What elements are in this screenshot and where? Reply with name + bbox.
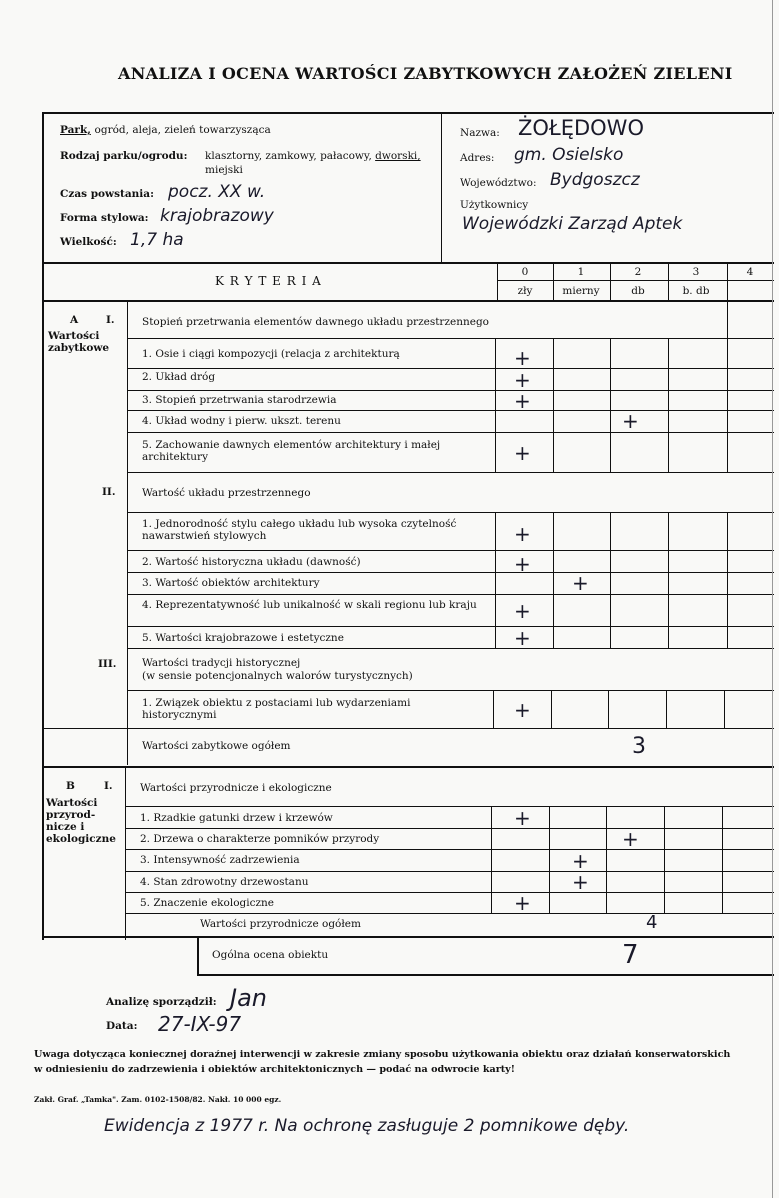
sectionB-letter: B bbox=[66, 780, 75, 792]
sectionA-i-title: Stopień przetrwania elementów dawnego układu przestrzennego bbox=[142, 316, 489, 328]
score-mark: + bbox=[514, 599, 531, 623]
czas-value: pocz. XX w. bbox=[168, 182, 266, 202]
nazwa-value: ŻOŁĘDOWO bbox=[518, 116, 644, 140]
sectionA-inner-border bbox=[127, 300, 128, 765]
col-num-0: 0 bbox=[521, 266, 529, 278]
col-name-3: b. db bbox=[682, 285, 710, 297]
row-line bbox=[125, 892, 774, 893]
uzytkownicy-value: Wojewódzki Zarząd Aptek bbox=[462, 214, 683, 234]
sectionA-name-1: Wartości bbox=[48, 330, 100, 342]
data-value: 27-IX-97 bbox=[158, 1012, 242, 1036]
sectionA-roman-ii: II. bbox=[102, 486, 116, 498]
row-line bbox=[127, 410, 774, 411]
sectionB-name-1: Wartości bbox=[46, 797, 98, 809]
score-mark: + bbox=[514, 346, 531, 370]
col-line bbox=[495, 512, 496, 648]
col-line bbox=[553, 338, 554, 472]
col-line bbox=[610, 512, 611, 648]
sectionA-i-right bbox=[727, 300, 728, 338]
row-line bbox=[127, 368, 774, 369]
B-I-item-1: 1. Rzadkie gatunki drzew i krzewów bbox=[140, 812, 333, 824]
forma-value: krajobrazowy bbox=[160, 206, 274, 226]
rodzaj-selected: dworski, bbox=[375, 150, 421, 162]
wojewodztwo-value: Bydgoszcz bbox=[550, 170, 640, 190]
B-I-item-2: 2. Drzewa o charakterze pomników przyrody bbox=[140, 833, 380, 845]
col-name-2: db bbox=[631, 285, 645, 297]
A-I-item-2: 2. Układ dróg bbox=[142, 371, 216, 383]
sectionA-name-2: zabytkowe bbox=[48, 342, 110, 354]
col-num-1: 1 bbox=[577, 266, 585, 278]
row-line bbox=[125, 849, 774, 850]
row-line bbox=[127, 690, 774, 691]
sectionB-i-title: Wartości przyrodnicze i ekologiczne bbox=[140, 782, 332, 794]
sectionA-bottom bbox=[42, 766, 774, 768]
score-mark: + bbox=[514, 522, 531, 546]
score-mark: + bbox=[514, 552, 531, 576]
row-line bbox=[125, 913, 774, 914]
A-III-item-1: 1. Związek obiektu z postaciami lub wydarzeniami historycznymi bbox=[142, 697, 411, 721]
A-II-item-3: 3. Wartość obiektów architektury bbox=[142, 577, 320, 589]
uwaga-line-2: w odniesieniu do zadrzewienia i obiektów architektonicznych — podać na odwrocie karty! bbox=[34, 1064, 515, 1075]
score-mark: + bbox=[514, 389, 531, 413]
score-mark: + bbox=[622, 827, 639, 851]
col-num-4: 4 bbox=[746, 266, 754, 278]
score-mark: + bbox=[514, 441, 531, 465]
criteria-header-top bbox=[42, 262, 774, 264]
col-line bbox=[493, 690, 494, 728]
row-line bbox=[125, 806, 774, 807]
analiza-signature: Jan bbox=[230, 984, 267, 1012]
rodzaj-options-2: miejski bbox=[205, 164, 243, 176]
sectionA-total-value: 3 bbox=[632, 734, 646, 759]
overall-bottom bbox=[197, 974, 774, 976]
score-mark: + bbox=[514, 368, 531, 392]
criteria-num-divider bbox=[497, 280, 774, 281]
sectionA-total-label: Wartości zabytkowe ogółem bbox=[142, 740, 291, 752]
row-line bbox=[125, 828, 774, 829]
sectionB-name-2: przyrod- bbox=[46, 809, 96, 821]
col-line bbox=[608, 690, 609, 728]
B-I-item-3: 3. Intensywność zadrzewienia bbox=[140, 854, 300, 866]
sectionA-iii-title-1: Wartości tradycji historycznej bbox=[142, 657, 301, 669]
data-label: Data: bbox=[106, 1020, 138, 1032]
adres-value: gm. Osielsko bbox=[514, 145, 624, 165]
col-line bbox=[606, 806, 607, 913]
A-II-item-2: 2. Wartość historyczna układu (dawność) bbox=[142, 556, 361, 568]
sectionB-total-value: 4 bbox=[646, 912, 658, 933]
row-line bbox=[127, 432, 774, 433]
score-mark: + bbox=[572, 870, 589, 894]
header-divider bbox=[441, 112, 442, 262]
handwritten-note: Ewidencja z 1977 r. Na ochronę zasługuje 2 pomnikowe dęby. bbox=[104, 1116, 630, 1136]
A-I-item-5: 5. Zachowanie dawnych elementów architektury i małej architektury bbox=[142, 439, 441, 463]
print-note: Zakł. Graf. „Tamka". Zam. 0102-1508/82. Nakł. 10 000 egz. bbox=[34, 1095, 282, 1104]
sectionB-bottom bbox=[42, 936, 774, 938]
rodzaj-options bbox=[205, 150, 421, 162]
criteria-header-bottom bbox=[42, 300, 774, 302]
col-line bbox=[666, 690, 667, 728]
sectionB-name-4: ekologiczne bbox=[46, 833, 116, 845]
col-line bbox=[495, 338, 496, 472]
rodzaj-label: Rodzaj parku/ogrodu: bbox=[60, 150, 188, 162]
col-name-1: mierny bbox=[562, 285, 600, 297]
score-mark: + bbox=[514, 806, 531, 830]
sectionA-letter: A bbox=[70, 314, 79, 326]
sectionB-name-3: nicze i bbox=[46, 821, 85, 833]
row-line bbox=[42, 728, 774, 729]
score-mark: + bbox=[572, 571, 589, 595]
col-line bbox=[549, 806, 550, 913]
form-left-border bbox=[42, 112, 44, 940]
A-II-item-4: 4. Reprezentatywność lub unikalność w skali regionu lub kraju bbox=[142, 599, 477, 611]
col-line bbox=[722, 806, 723, 913]
sectionA-roman-i: I. bbox=[106, 314, 115, 326]
row-line bbox=[127, 648, 774, 649]
overall-value: 7 bbox=[622, 940, 639, 970]
wielkosc-value: 1,7 ha bbox=[130, 230, 184, 250]
row-line bbox=[127, 512, 774, 513]
header-top-border bbox=[42, 112, 774, 114]
overall-left-border bbox=[197, 936, 199, 974]
score-mark: + bbox=[572, 849, 589, 873]
col-line bbox=[491, 806, 492, 913]
row-line bbox=[127, 390, 774, 391]
col-line bbox=[553, 512, 554, 648]
A-II-item-5: 5. Wartości krajobrazowe i estetyczne bbox=[142, 632, 344, 644]
col-line bbox=[668, 512, 669, 648]
col-line bbox=[727, 512, 728, 648]
col-line bbox=[724, 690, 725, 728]
analiza-label: Analizę sporządził: bbox=[106, 996, 217, 1008]
sectionB-total-label: Wartości przyrodnicze ogółem bbox=[200, 918, 361, 930]
criteria-label: K R Y T E R I A bbox=[215, 274, 322, 288]
rodzaj-options-1: klasztorny, zamkowy, pałacowy, bbox=[205, 150, 372, 162]
row-line bbox=[127, 472, 774, 473]
park-type-line bbox=[60, 124, 271, 136]
col-num-3: 3 bbox=[692, 266, 700, 278]
col-num-2: 2 bbox=[634, 266, 642, 278]
col-line bbox=[610, 338, 611, 472]
uzytkownicy-label: Użytkownicy bbox=[460, 199, 529, 211]
row-line bbox=[127, 338, 774, 339]
B-I-item-4: 4. Stan zdrowotny drzewostanu bbox=[140, 876, 309, 888]
sectionA-iii-title-2: (w sensie potencjonalnych walorów turystycznych) bbox=[142, 670, 413, 682]
score-mark: + bbox=[622, 409, 639, 433]
page-right-edge bbox=[772, 0, 773, 1198]
score-mark: + bbox=[514, 698, 531, 722]
row-line bbox=[127, 594, 774, 595]
col-line bbox=[727, 338, 728, 472]
sectionA-ii-title: Wartość układu przestrzennego bbox=[142, 487, 311, 499]
col-line bbox=[668, 338, 669, 472]
col-line bbox=[551, 690, 552, 728]
uwaga-line-1: Uwaga dotycząca koniecznej doraźnej interwencji w zakresie zmiany sposobu użytkowania obiektu oraz działań konserwatorskich bbox=[34, 1049, 731, 1060]
row-line bbox=[127, 572, 774, 573]
col-line bbox=[664, 806, 665, 913]
A-I-item-4: 4. Układ wodny i pierw. ukszt. terenu bbox=[142, 415, 341, 427]
score-mark: + bbox=[514, 891, 531, 915]
row-line bbox=[127, 550, 774, 551]
adres-label: Adres: bbox=[460, 152, 495, 164]
sectionB-roman-i: I. bbox=[104, 780, 113, 792]
sectionA-roman-iii: III. bbox=[98, 658, 117, 670]
col-name-0: zły bbox=[517, 285, 533, 297]
wielkosc-label: Wielkość: bbox=[60, 236, 117, 248]
form-title: ANALIZA I OCENA WARTOŚCI ZABYTKOWYCH ZAŁOŻEŃ ZIELENI bbox=[118, 64, 733, 83]
row-line bbox=[127, 626, 774, 627]
A-II-item-1: 1. Jednorodność stylu całego układu lub wysoka czytelność nawarstwień stylowych bbox=[142, 518, 457, 542]
park-word: Park, bbox=[60, 124, 91, 136]
row-line bbox=[125, 871, 774, 872]
A-I-item-1: 1. Osie i ciągi kompozycji (relacja z architekturą bbox=[142, 348, 400, 360]
nazwa-label: Nazwa: bbox=[460, 127, 500, 139]
overall-label: Ogólna ocena obiektu bbox=[212, 949, 329, 961]
park-type-options: ogród, aleja, zieleń towarzysząca bbox=[94, 124, 271, 136]
wojewodztwo-label: Województwo: bbox=[460, 177, 537, 189]
czas-label: Czas powstania: bbox=[60, 188, 154, 200]
score-mark: + bbox=[514, 626, 531, 650]
A-I-item-3: 3. Stopień przetrwania starodrzewia bbox=[142, 394, 337, 406]
B-I-item-5: 5. Znaczenie ekologiczne bbox=[140, 897, 275, 909]
forma-label: Forma stylowa: bbox=[60, 212, 149, 224]
